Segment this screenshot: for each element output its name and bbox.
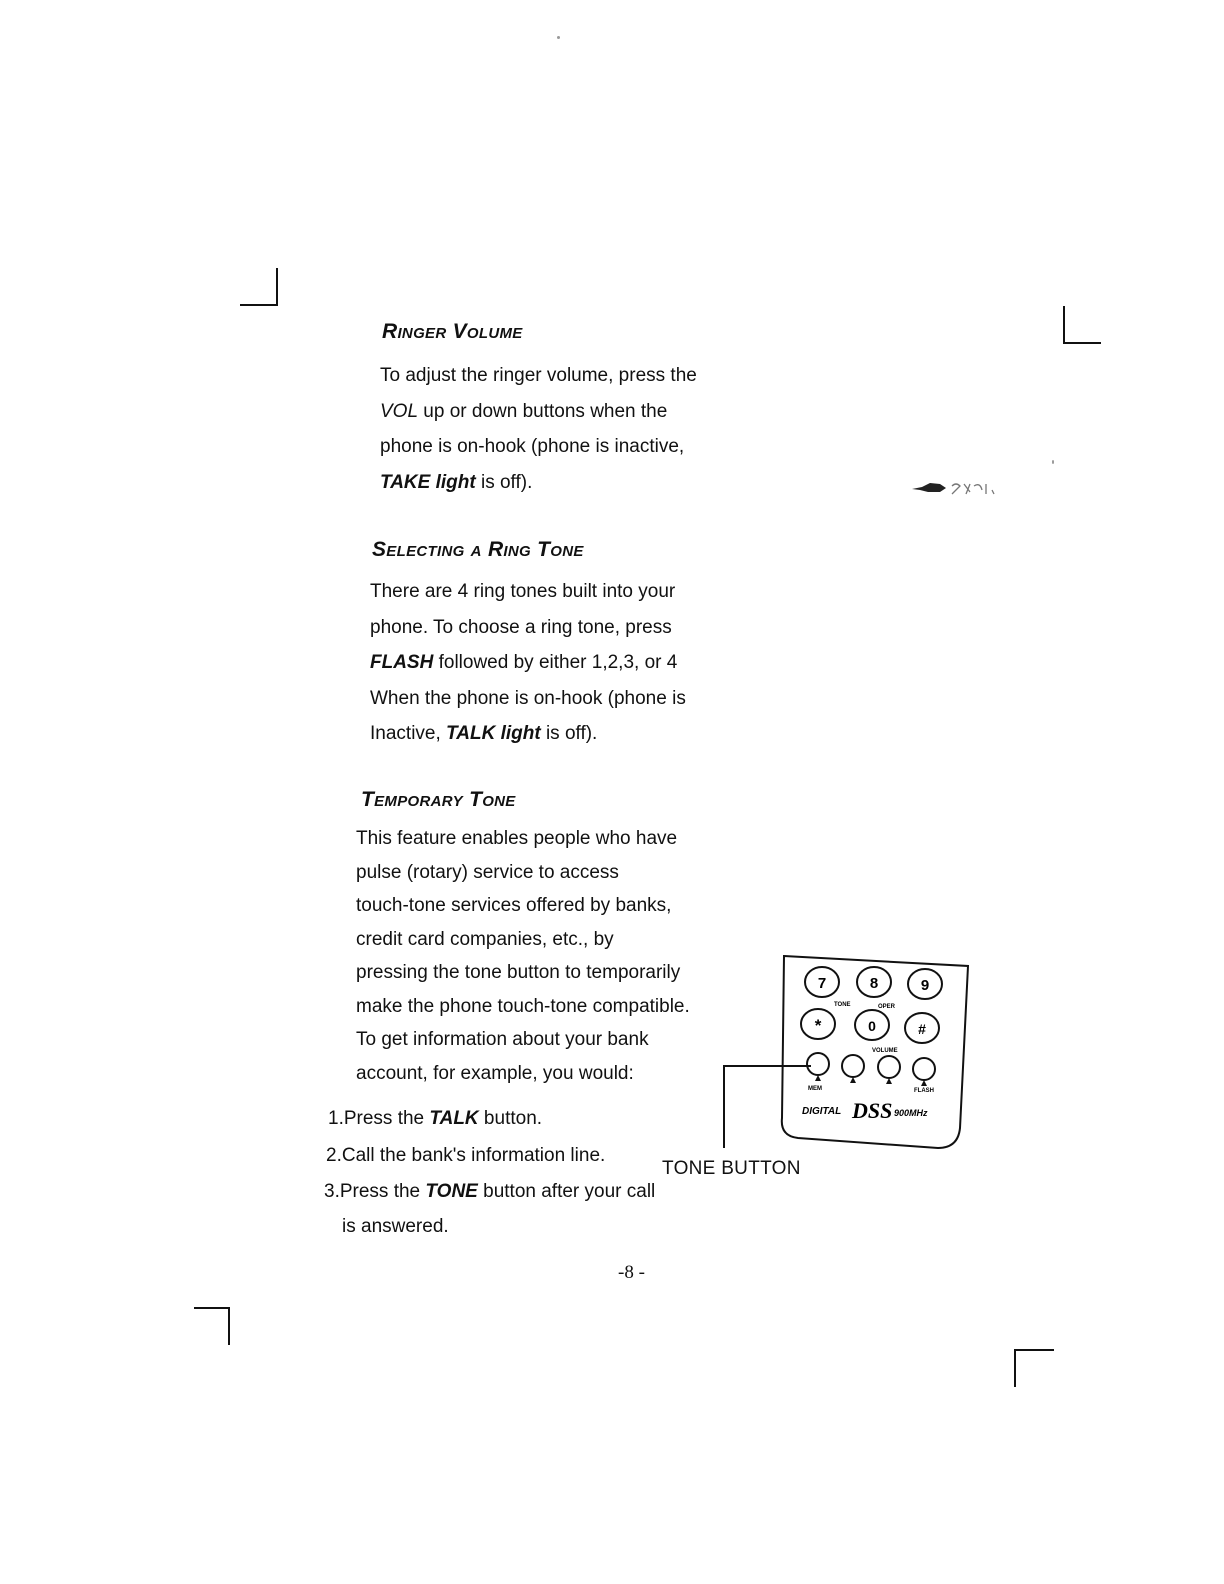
brand-logo: DSS — [852, 1098, 893, 1123]
crop-mark-bottom-left-horizontal — [194, 1307, 230, 1309]
body-line: VOL up or down buttons when the — [380, 400, 668, 422]
crop-mark-top-left-vertical — [276, 268, 278, 306]
body-line: account, for example, you would: — [356, 1062, 634, 1084]
brand-text: DIGITAL — [802, 1106, 842, 1117]
key-label: 0 — [868, 1018, 876, 1034]
body-line: pressing the tone button to temporarily — [356, 962, 681, 983]
body-line: There are 4 ring tones built into your — [370, 581, 676, 602]
section-body-ringer-volume — [380, 358, 740, 500]
body-line: To adjust the ringer volume, press the — [380, 365, 697, 386]
body-line: phone. To choose a ring tone, press — [370, 616, 672, 638]
tone-key-label: TONE — [834, 1002, 851, 1008]
body-line: To get information about your bank — [356, 1029, 649, 1050]
body-line: FLASH followed by either 1,2,3, or 4 — [370, 652, 678, 673]
key-label: 8 — [869, 975, 879, 992]
scan-smudge — [912, 478, 1004, 500]
crop-mark-bottom-right-vertical — [1014, 1349, 1016, 1387]
mem-key-label: MEM — [808, 1086, 822, 1092]
tone-button-label: TONE BUTTON — [662, 1158, 801, 1179]
section-title-temporary-tone: Temporary Tone — [361, 788, 516, 811]
volume-key-label: VOLUME — [872, 1048, 898, 1054]
section-title-ringer-volume: Ringer Volume — [382, 320, 523, 343]
oper-key-label: OPER — [878, 1004, 896, 1010]
keypad-row-1 — [805, 967, 942, 999]
key-label: # — [918, 1021, 926, 1037]
body-line: When the phone is on-hook (phone is — [370, 687, 686, 709]
crop-mark-top-right-vertical — [1063, 306, 1065, 344]
body-line: make the phone touch-tone compatible. — [356, 995, 690, 1017]
frequency-text: 900MHz — [894, 1108, 928, 1118]
keypad-row-2 — [801, 1009, 939, 1043]
step-item: 1.Press the TALK button. — [328, 1108, 543, 1129]
callout-line — [715, 1060, 835, 1150]
key-label: 9 — [920, 977, 930, 994]
crop-mark-bottom-right-horizontal — [1014, 1349, 1054, 1351]
scan-speck — [1052, 460, 1054, 464]
body-line: Inactive, TALK light is off). — [370, 723, 598, 744]
section-title-selecting-ring-tone: Selecting a Ring Tone — [372, 538, 584, 561]
body-line: touch-tone services offered by banks, — [356, 895, 672, 916]
step-item: is answered. — [342, 1216, 449, 1237]
step-item: 2.Call the bank's information line. — [326, 1145, 606, 1166]
body-line: phone is on-hook (phone is inactive, — [380, 436, 685, 457]
crop-mark-bottom-left-vertical — [228, 1307, 230, 1345]
crop-mark-top-right-horizontal — [1063, 342, 1101, 344]
page-number: -8 - — [618, 1262, 645, 1283]
crop-mark-top-left-horizontal — [240, 304, 278, 306]
section-body-selecting-ring-tone — [370, 574, 730, 752]
key-label: 7 — [817, 975, 827, 992]
body-line: pulse (rotary) service to access — [356, 861, 619, 883]
body-line: TAKE light is off). — [380, 471, 533, 493]
body-line: This feature enables people who have — [356, 828, 678, 849]
flash-key-label: FLASH — [914, 1088, 934, 1094]
body-line: credit card companies, etc., by — [356, 928, 614, 950]
scan-speck — [557, 36, 560, 39]
step-item: 3.Press the TONE button after your call — [324, 1181, 656, 1202]
key-label: * — [814, 1016, 822, 1035]
section-body-temporary-tone — [356, 822, 716, 1090]
